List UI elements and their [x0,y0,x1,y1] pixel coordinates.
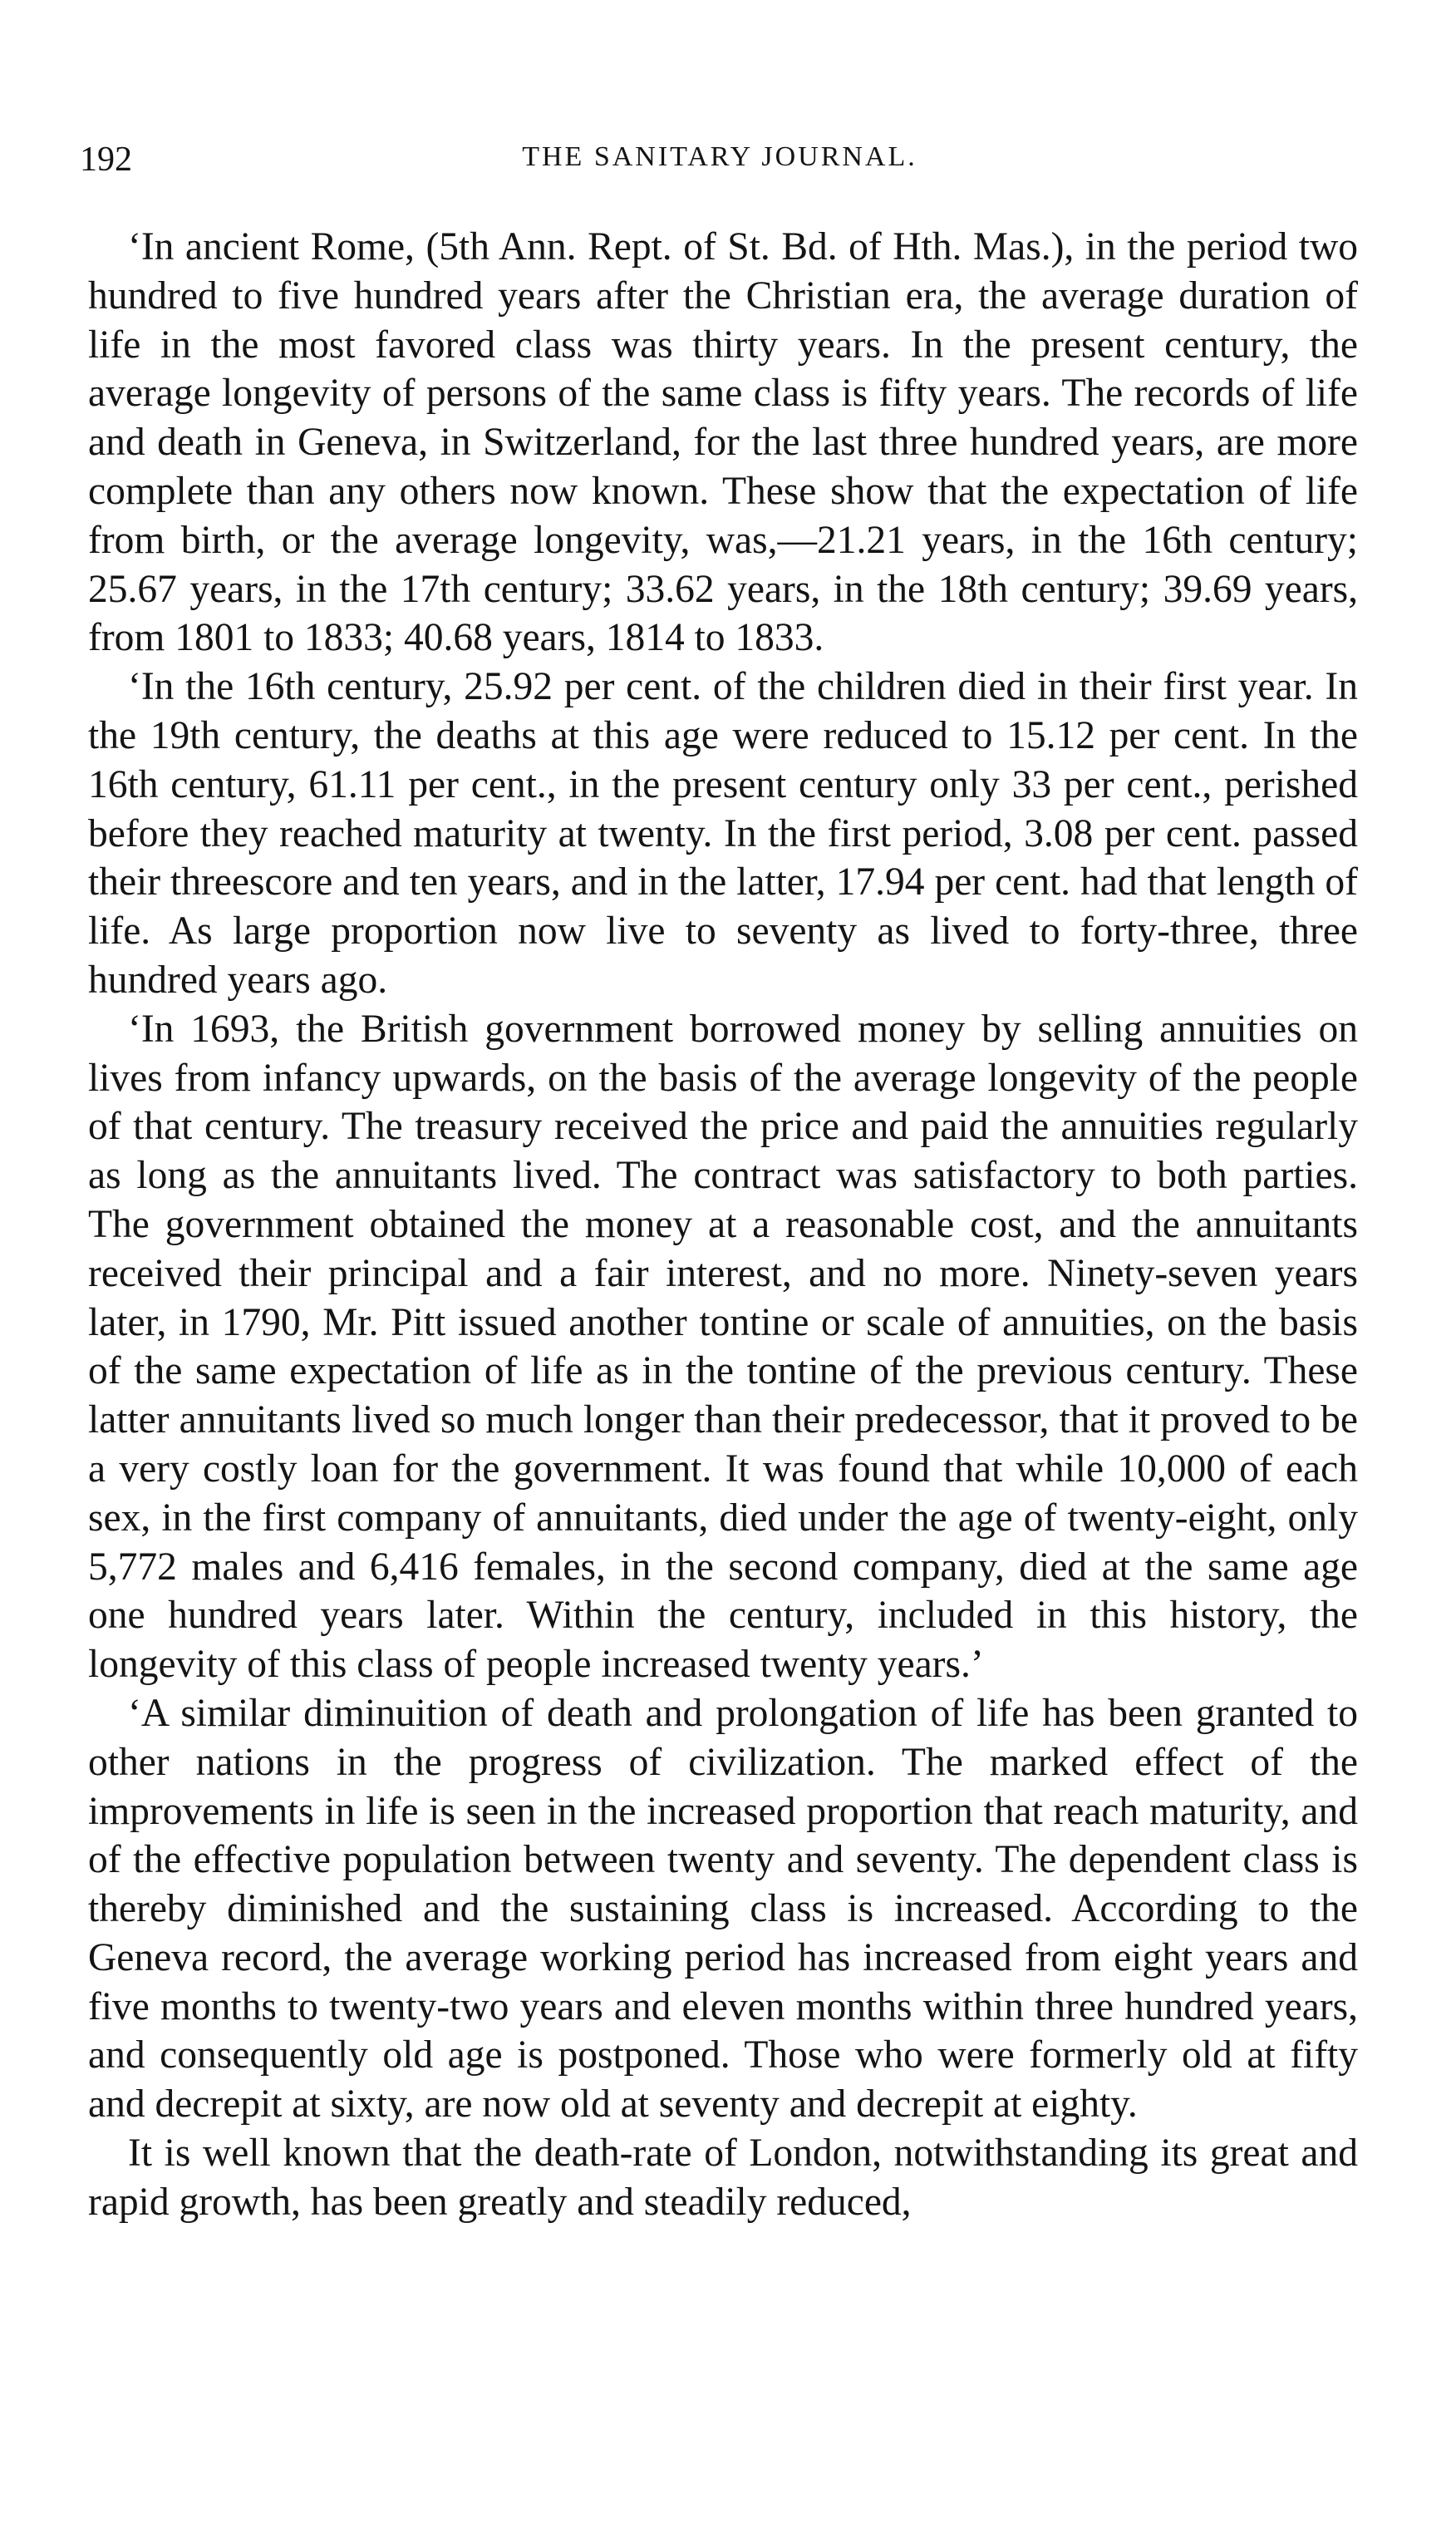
page-number: 192 [80,140,132,179]
journal-title: THE SANITARY JOURNAL. [522,141,917,172]
running-head [80,140,1360,181]
body-text [88,223,1358,2227]
paragraph-rome-geneva: ‘In ancient Rome, (5th Ann. Rept. of St. Bd. of Hth. Mas.), in the period two hundred to five hundred years after the Christian era, the average duration of life in the most favored class was thirty years. In the present century, the average longevity of persons of the same class is fifty years. The records of life and death in Geneva, in Switzerland, for the last three hundred years, are more complete than any others now known. These show that the expectation of life from birth, or the average longevity, was,—21.21 years, in the 16th century; 25.67 years, in the 17th century; 33.62 years, in the 18th century; 39.69 years, from 1801 to 1833; 40.68 years, 1814 to 1833. [88,225,1358,660]
paragraph-london: It is well known that the death-rate of London, notwithstanding its great and rapid growth, has been greatly and steadily reduced, [88,2131,1358,2224]
paragraph-british-annuities: ‘In 1693, the British government borrowed money by selling annuities on lives from infancy upwards, on the basis of the average longevity of the people of that century. The treasury received the price and paid the annuities regularly as long as the annuitants lived. The contract was satisfactory to both parties. The government obtained the money at a reasonable cost, and the annuitants received their principal and a fair interest, and no more. Ninety-seven years later, in 1790, Mr. Pitt issued another tontine or scale of annuities, on the basis of the same expectation of life as in the tontine of the previous century. These latter annuitants lived so much longer than their predecessor, that it proved to be a very costly loan for the government. It was found that while 10,000 of each sex, in the first company of annuitants, died under the age of twenty-eight, only 5,772 males and 6,416 females, in the second company, died at the same age one hundred years later. Within the century, included in this history, the longevity of this class of people increased twenty years.’ [88,1007,1358,1687]
paragraph-sixteenth-century: ‘In the 16th century, 25.92 per cent. of the children died in their first year. In the 19th century, the deaths at this age were reduced to 15.12 per cent. In the 16th century, 61.11 per cent., in the present century only 33 per cent., perished before they reached maturity at twenty. In the first period, 3.08 per cent. passed their threescore and ten years, and in the latter, 17.94 per cent. had that length of life. As large proportion now live to seventy as lived to forty-three, three hundred years ago. [88,665,1358,1002]
paragraph-civilization: ‘A similar diminuition of death and prolongation of life has been granted to other nations in the progress of civilization. The marked effect of the improvements in life is seen in the increased proportion that reach maturity, and of the effective population between twenty and seventy. The dependent class is thereby diminished and the sustaining class is increased. According to the Geneva record, the average working period has increased from eight years and five months to twenty-two years and eleven months within three hundred years, and consequently old age is postponed. Those who were formerly old at fifty and decrepit at sixty, are now old at seventy and decrepit at eighty. [88,1691,1358,2127]
